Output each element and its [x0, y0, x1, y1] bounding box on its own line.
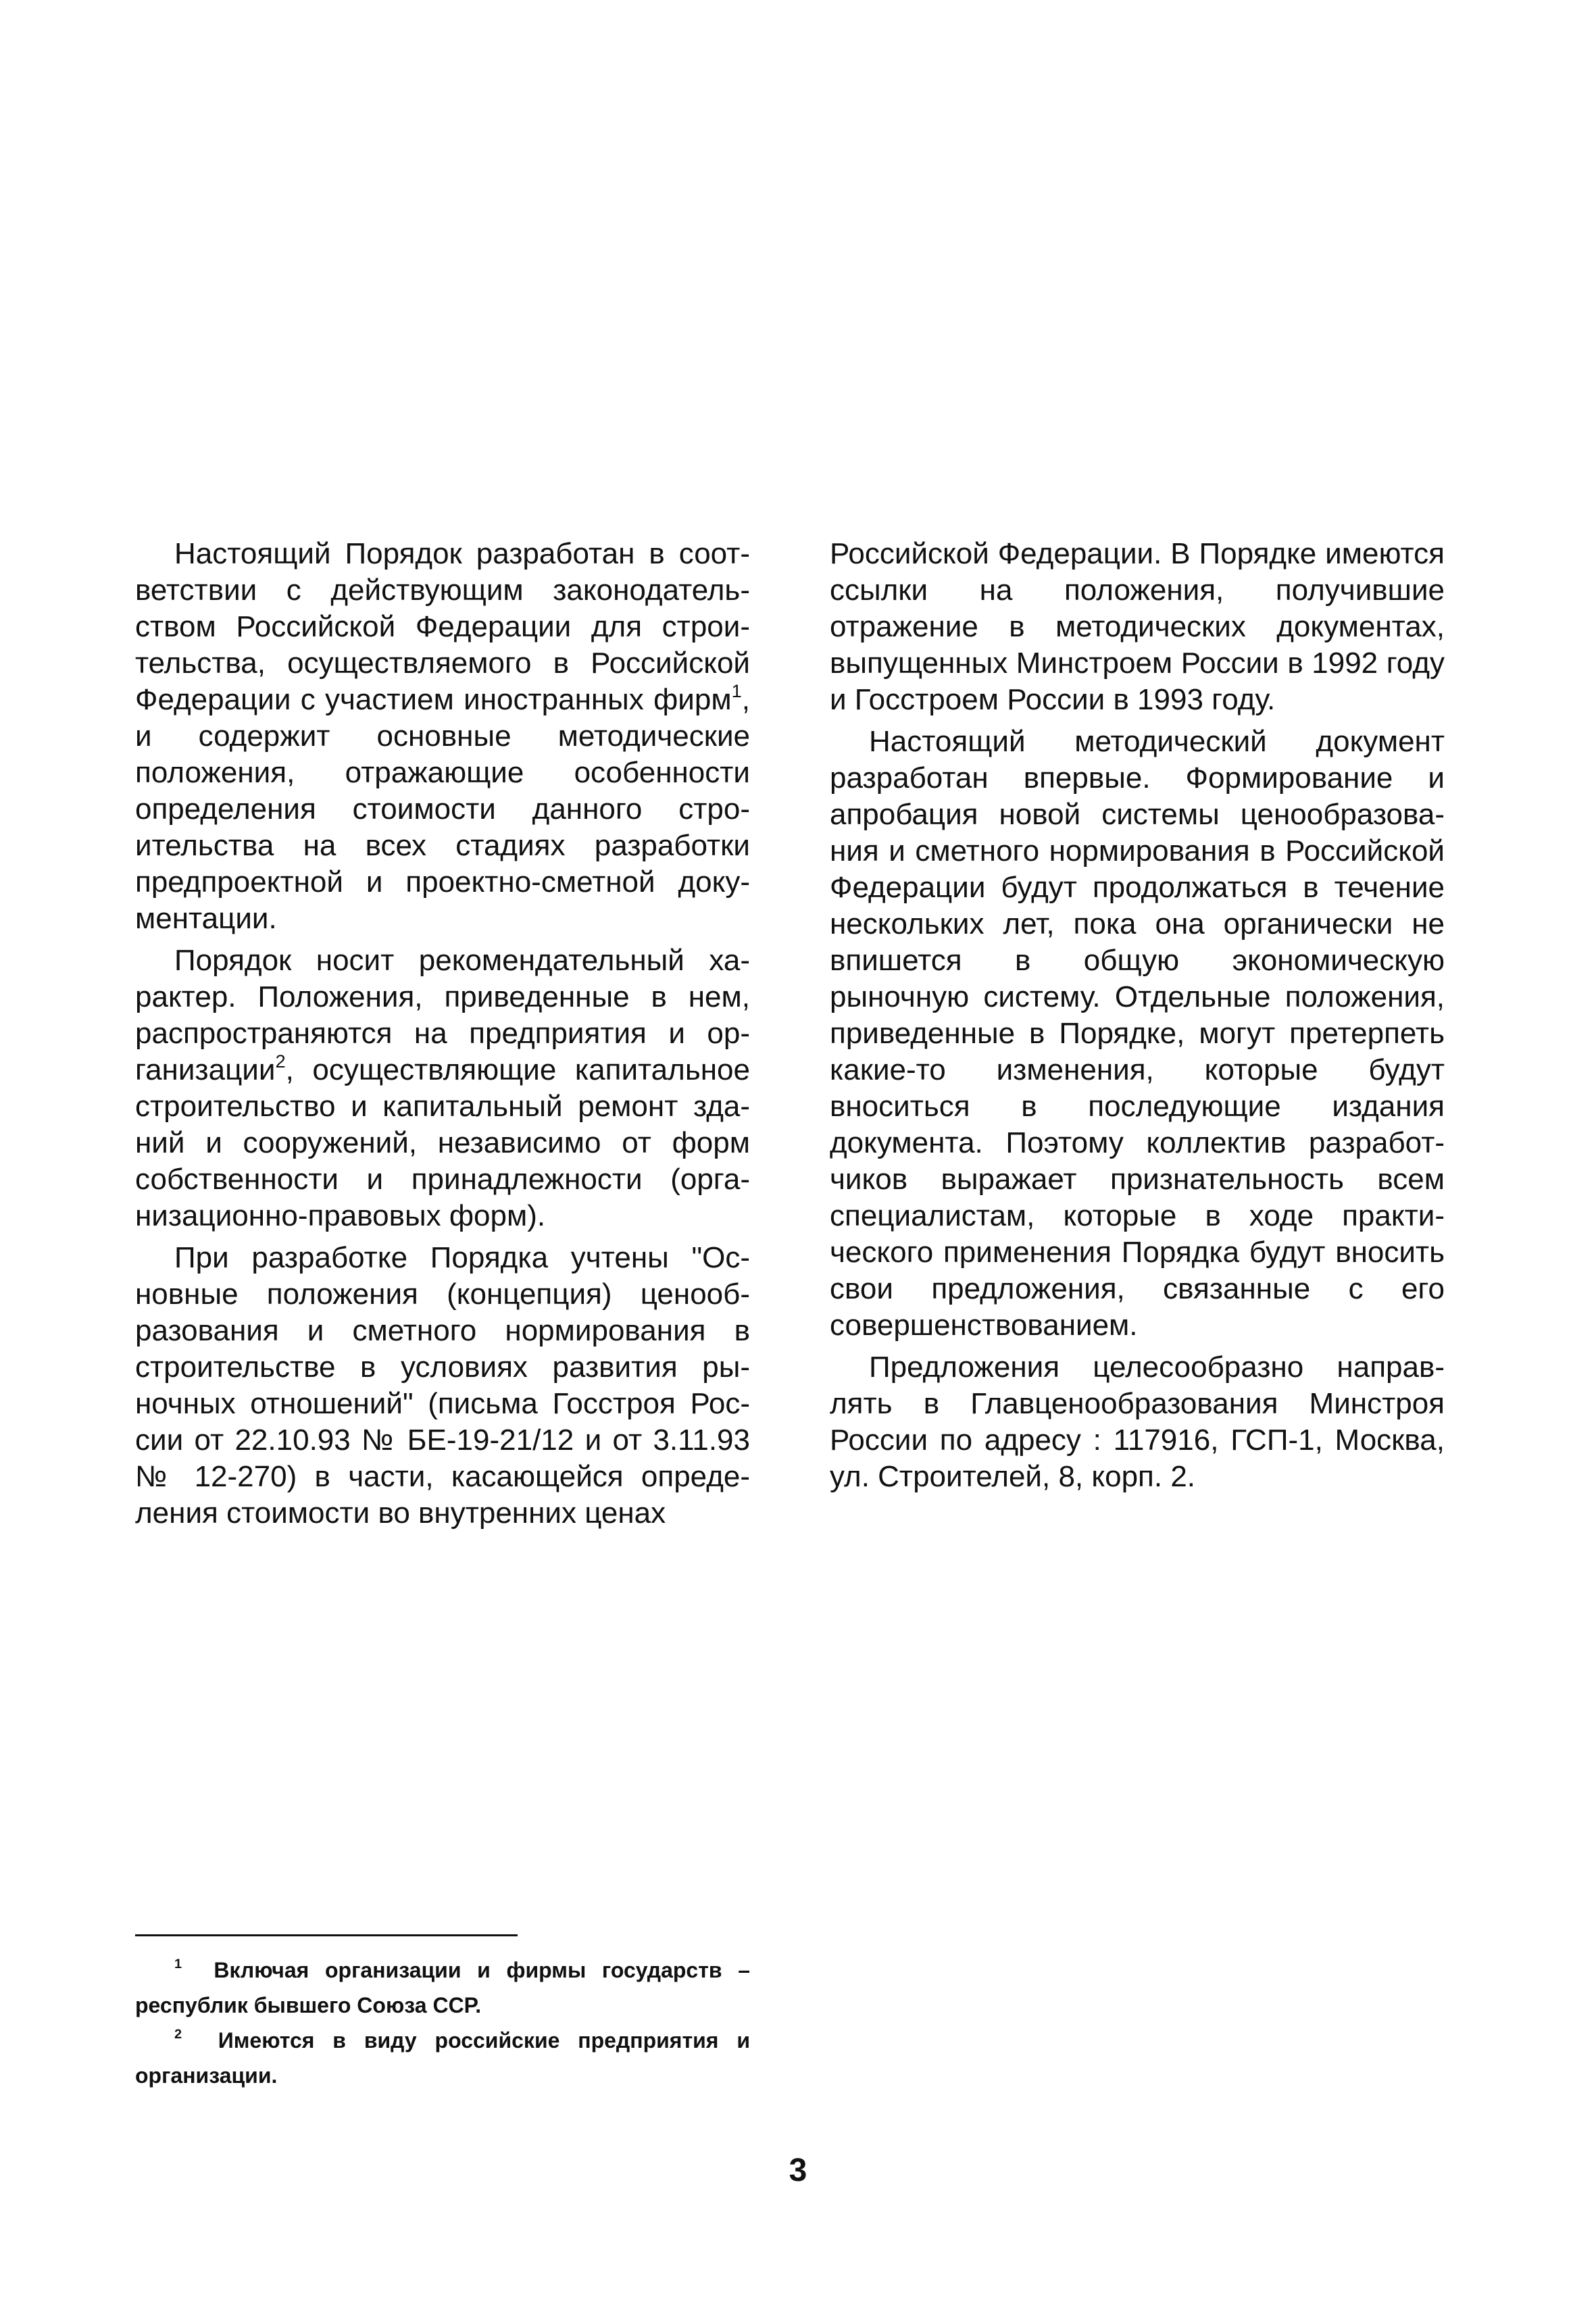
address-paragraph: Предложения целесообразно направлять в Главценообразования Минстроя России по адресу : 117916, ГСП-1, Москва, ул. Строителей, 8, корп. 2.	[830, 1351, 1445, 1493]
sources-paragraph-continued: Российской Федерации. В Порядке имеются ссылки на положения, получившие отражение в методических документах, выпущенных Минстроем России в 1992 году и Госстроем России в 1993 году.	[830, 537, 1445, 716]
footnote-ref-1: 1	[731, 680, 742, 701]
footnotes	[135, 1953, 750, 2093]
intro-paragraph-text-b: , и содержит основные методические положения, отражающие особенности определения стоимости данного строительства на всех стадиях разработки предпроектной и проектно-сметной документации.	[135, 683, 750, 935]
footnote-marker-2: 2	[174, 2027, 182, 2042]
sources-paragraph: При разработке Порядка учтены "Основные положения (концепция) ценообразования и сметного нормирования в строительстве в условиях развития рыночных отношений" (письма Госстроя России от 22.10.93 № БЕ-19-21/12 и от 3.11.93 № 12-270) в части, касающейся определения стоимости во внутренних ценах	[135, 1241, 750, 1530]
scope-paragraph	[135, 942, 750, 1234]
footnote-marker-1: 1	[174, 1957, 182, 1972]
footnote-1	[135, 1953, 750, 2023]
footnote-2	[135, 2023, 750, 2093]
footnote-text-2: Имеются в виду российские предприятия и организации.	[135, 2028, 751, 2088]
right-column	[830, 536, 1445, 1501]
footnote-separator	[135, 1934, 518, 1936]
intro-paragraph-text-a: Настоящий Порядок разработан в соответствии с действующим законодательством Российской Федерации для строительства, осуществляемого в Российской Федерации с участием иностранных фирм	[135, 537, 750, 716]
left-column	[135, 536, 750, 1537]
scope-paragraph-text-b: , осуществляющие капитальное строительство и капитальный ремонт зданий и сооружений, независимо от форм собственности и принадлежности (организационно-правовых форм).	[135, 1053, 750, 1232]
footnote-ref-2: 2	[275, 1050, 286, 1072]
scope-paragraph-text-a: Порядок носит рекомендательный характер. Положения, приведенные в нем, распространяются на предприятия и организации	[135, 944, 750, 1086]
intro-paragraph	[135, 536, 750, 937]
footnote-text-1: Включая организации и фирмы государств – республик бывшего Союза ССР.	[135, 1958, 751, 2017]
page-number: 3	[789, 2153, 807, 2188]
novelty-paragraph: Настоящий методический документ разработан впервые. Формирование и апробация новой системы ценообразования и сметного нормирования в Российской Федерации будут продолжаться в течение нескольких лет, пока она органически не впишется в общую экономическую рыночную систему. Отдельные положения, приведенные в Порядке, могут претерпеть какие-то изменения, которые будут вноситься в последующие издания документа. Поэтому коллектив разработчиков выражает признательность всем специалистам, которые в ходе практического применения Порядка будут вносить свои предложения, связанные с его совершенствованием.	[830, 725, 1445, 1342]
